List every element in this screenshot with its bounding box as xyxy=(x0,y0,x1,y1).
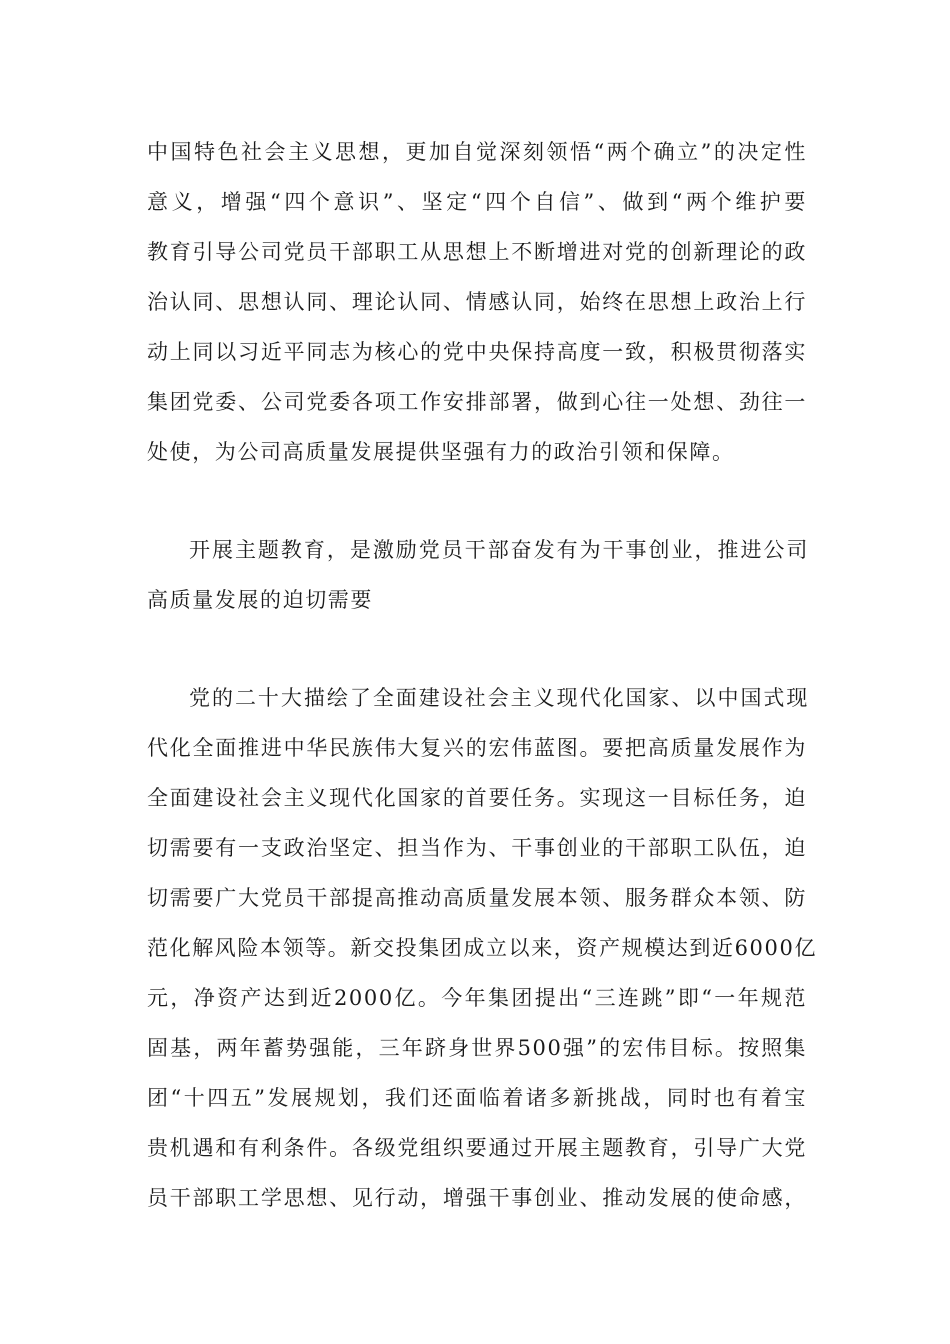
text-line: 切需要广大党员干部提高推动高质量发展本领、服务群众本领、防 xyxy=(147,886,807,910)
text-line: 教育引导公司党员干部职工从思想上不断增进对党的创新理论的政 xyxy=(147,240,807,264)
text-line: 中国特色社会主义思想，更加自觉深刻领悟“两个确立”的决定性 xyxy=(147,140,807,164)
text-line: 员干部职工学思想、见行动，增强干事创业、推动发展的使命感， xyxy=(147,1186,807,1210)
text-line: 全面建设社会主义现代化国家的首要任务。实现这一目标任务，迫 xyxy=(147,786,807,810)
text-line: 固基，两年蓄势强能，三年跻身世界500强”的宏伟目标。按照集 xyxy=(147,1036,807,1060)
text-line: 元，净资产达到近2000亿。今年集团提出“三连跳”即“一年规范 xyxy=(147,986,807,1010)
text-line: 治认同、思想认同、理论认同、情感认同，始终在思想上政治上行 xyxy=(147,290,807,314)
text-line: 集团党委、公司党委各项工作安排部署，做到心往一处想、劲往一 xyxy=(147,390,807,414)
text-line: 切需要有一支政治坚定、担当作为、干事创业的干部职工队伍，迫 xyxy=(147,836,807,860)
text-line: 团“十四五”发展规划，我们还面临着诸多新挑战，同时也有着宝 xyxy=(147,1086,807,1110)
text-line: 贵机遇和有利条件。各级党组织要通过开展主题教育，引导广大党 xyxy=(147,1136,807,1160)
text-line: 高质量发展的迫切需要 xyxy=(147,588,373,612)
text-line: 党的二十大描绘了全面建设社会主义现代化国家、以中国式现 xyxy=(189,686,809,710)
text-line: 处使，为公司高质量发展提供坚强有力的政治引领和保障。 xyxy=(147,440,735,464)
text-line: 意义，增强“四个意识”、坚定“四个自信”、做到“两个维护要 xyxy=(147,190,807,214)
text-line: 范化解风险本领等。新交投集团成立以来，资产规模达到近6000亿 xyxy=(147,936,818,960)
text-line: 动上同以习近平同志为核心的党中央保持高度一致，积极贯彻落实 xyxy=(147,340,807,364)
text-line: 代化全面推进中华民族伟大复兴的宏伟蓝图。要把高质量发展作为 xyxy=(147,736,807,760)
text-line: 开展主题教育，是激励党员干部奋发有为干事创业，推进公司 xyxy=(189,538,809,562)
